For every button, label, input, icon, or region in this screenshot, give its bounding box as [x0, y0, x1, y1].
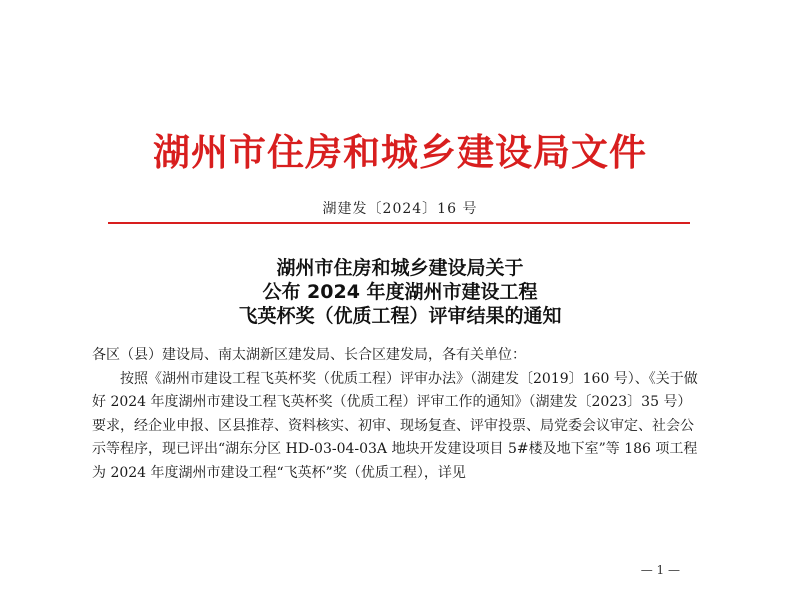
addressee-line: 各区（县）建设局、南太湖新区建发局、长合区建发局，各有关单位：	[92, 347, 526, 363]
body-paragraph: 按照《湖州市建设工程飞英杯奖（优质工程）评审办法》（湖建发〔2019〕160 号）、《关于做好 2024 年度湖州市建设工程飞英杯奖（优质工程）评审工作的通知》（湖建发〔2023〕35 号）要求，经企业申报、区县推荐、资料核实、初审、现场复查、评审投票、局党委会议审定、社会公示等程序，现已评出“湖东分区 HD-03-04-03A 地块开发建设项目 5#楼及地下室”等 186 项工程为 2024 年度湖州市建设工程“飞英杯”奖（优质工程），详见	[92, 370, 698, 481]
page-number: — 1 —	[640, 563, 680, 577]
red-divider-line	[108, 222, 690, 224]
document-header-title: 湖州市住房和城乡建设局文件	[153, 131, 647, 174]
document-number: 湖建发〔2024〕16 号	[322, 201, 478, 217]
notice-title	[0, 256, 800, 328]
notice-title-line: 公布 2024 年度湖州市建设工程	[262, 281, 538, 303]
notice-title-line: 飞英杯奖（优质工程）评审结果的通知	[238, 305, 562, 327]
document-body	[92, 344, 704, 485]
notice-title-line: 湖州市住房和城乡建设局关于	[276, 257, 524, 279]
